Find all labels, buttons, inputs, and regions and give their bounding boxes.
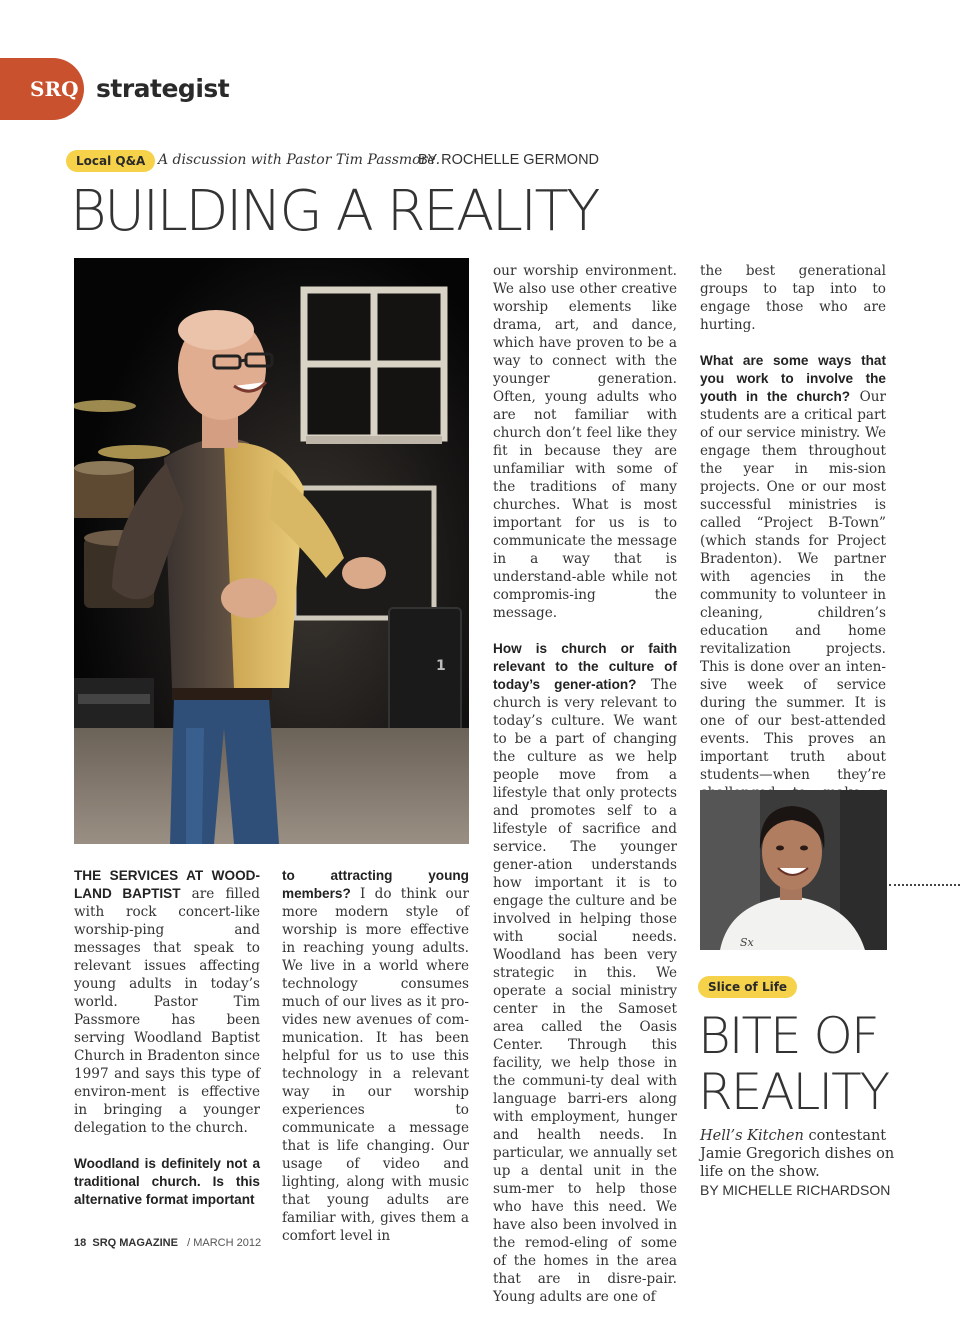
teaser-headline-line-2: REALITY	[698, 1063, 889, 1121]
question-1-text: Woodland is definitely not a traditional church. Is this alternative format important	[74, 1156, 260, 1207]
answer-1	[282, 867, 469, 1245]
teaser-dek	[700, 1127, 900, 1181]
question-3-text: What are some ways that you work to involve the youth in the church?	[700, 353, 886, 404]
article-column-4	[700, 262, 886, 838]
svg-text:Sx: Sx	[740, 936, 754, 949]
section-title: strategist	[96, 74, 230, 103]
pastor-photo-illustration	[74, 258, 469, 844]
article-byline: BY ROCHELLE GERMOND	[418, 152, 600, 168]
article-kicker: A discussion with Pastor Tim Passmore.	[158, 152, 441, 168]
article-column-3	[493, 262, 677, 1324]
question-1-continued: to attracting young members?	[282, 868, 469, 901]
srq-logo: SRQ	[0, 58, 84, 120]
teaser-byline: BY MICHELLE RICHARDSON	[700, 1182, 891, 1198]
category-tag: Local Q&A	[66, 150, 155, 172]
show-name: Hell’s Kitchen	[700, 1128, 804, 1144]
chef-photo-illustration	[700, 790, 887, 950]
answer-1-continued: our worship environment. We also use other creative worship elements like drama, art, and dance, which have proven to be a way to connect with the younger generation. Often, young adults who are not familiar with church don’t feel like they fit in because they are unfamiliar with some of the traditions of many churches. What is most important for us is to communicate the message in a way that is understand-able while not compromis-ing the message.	[493, 263, 677, 621]
question-2-text: How is church or faith relevant to the culture of today’s gener-ation?	[493, 641, 677, 692]
teaser-dek-text: contestant Jamie Gregorich dishes on life on the show.	[700, 1128, 895, 1180]
intro-text: are filled with rock concert-like worship-ping and messages that speak to relevant issues affecting young adults in today’s world. Pastor Tim Passmore has been serving Woodland Baptist Church in Bradenton since 1997 and says this type of environ-ment is effective in bringing a younger delegation to the church.	[74, 886, 260, 1136]
teaser-headline	[698, 1008, 888, 1120]
page-folio	[74, 1237, 261, 1249]
answer-1-text: I do think our more modern style of worship is more effective in reaching young adults. We live in a world where technology consumes much of our lives as it pro-vides new avenues of com-munication. It has been helpful for us to use this technology in a relevant way in our worship experiences to communicate a message that is life changing. Our usage of video and lighting, along with music that young adults are familiar with, gives them a comfort level in	[282, 886, 469, 1244]
answer-3-text: Our students are a critical part of our service ministry. We engage them throughout the year in mis-sion projects. One or our most successful ministries is called “Project B-Town” (which stands for Project Bradenton). We partner with agencies in the community to volunteer in cleaning, children’s education and home revitalization projects. This is done over an inten-sive week of service during the summer. It is one of our best-attended events. This proves an important truth about students—when they’re	[700, 389, 886, 783]
article-column-1	[74, 867, 260, 1209]
intro-paragraph	[74, 867, 260, 1137]
magazine-name: SRQ MAGAZINE	[92, 1237, 178, 1249]
issue-date: / MARCH 2012	[187, 1237, 262, 1249]
pastor-photo	[74, 258, 469, 844]
chef-photo	[700, 790, 887, 950]
teaser-tag: Slice of Life	[698, 976, 797, 998]
page-number: 18	[74, 1237, 87, 1249]
question-2	[493, 640, 677, 1306]
dotted-rule	[889, 884, 960, 886]
answer-2-text: The church is very relevant to today’s culture. We want to be a part of changing the culture as we help people move from a lifestyle that only protects and promotes self to a lifestyle of sacrifice and service. The younger gener-ation understands how important it is to engage the culture and be involved in helping those with social needs. Woodland has been very strategic in this. We operate a social ministry center in the Samoset area called the Oasis Center. Through this facility, we help those in the communi-ty deal with language barri-ers along with employment, hunger and health needs. In particular, we annually set up a dental unit in the sum-mer to help those who have this need. We have also been involved in the remod-eling of some of the homes in the area that are in disre-pair. Young adults are one of	[493, 677, 677, 1305]
lead-in: THE SERVICES AT WOOD-LAND BAPTIST	[74, 868, 260, 901]
question-3	[700, 352, 886, 820]
article-column-2	[282, 867, 469, 1263]
question-1	[74, 1155, 260, 1209]
teaser-headline-line-1: BITE OF	[698, 1007, 878, 1065]
article-headline: BUILDING A REALITY	[70, 179, 598, 244]
answer-2-continued: the best generational groups to tap into to engage those who are hurting.	[700, 263, 886, 333]
svg-text:1: 1	[436, 658, 446, 674]
